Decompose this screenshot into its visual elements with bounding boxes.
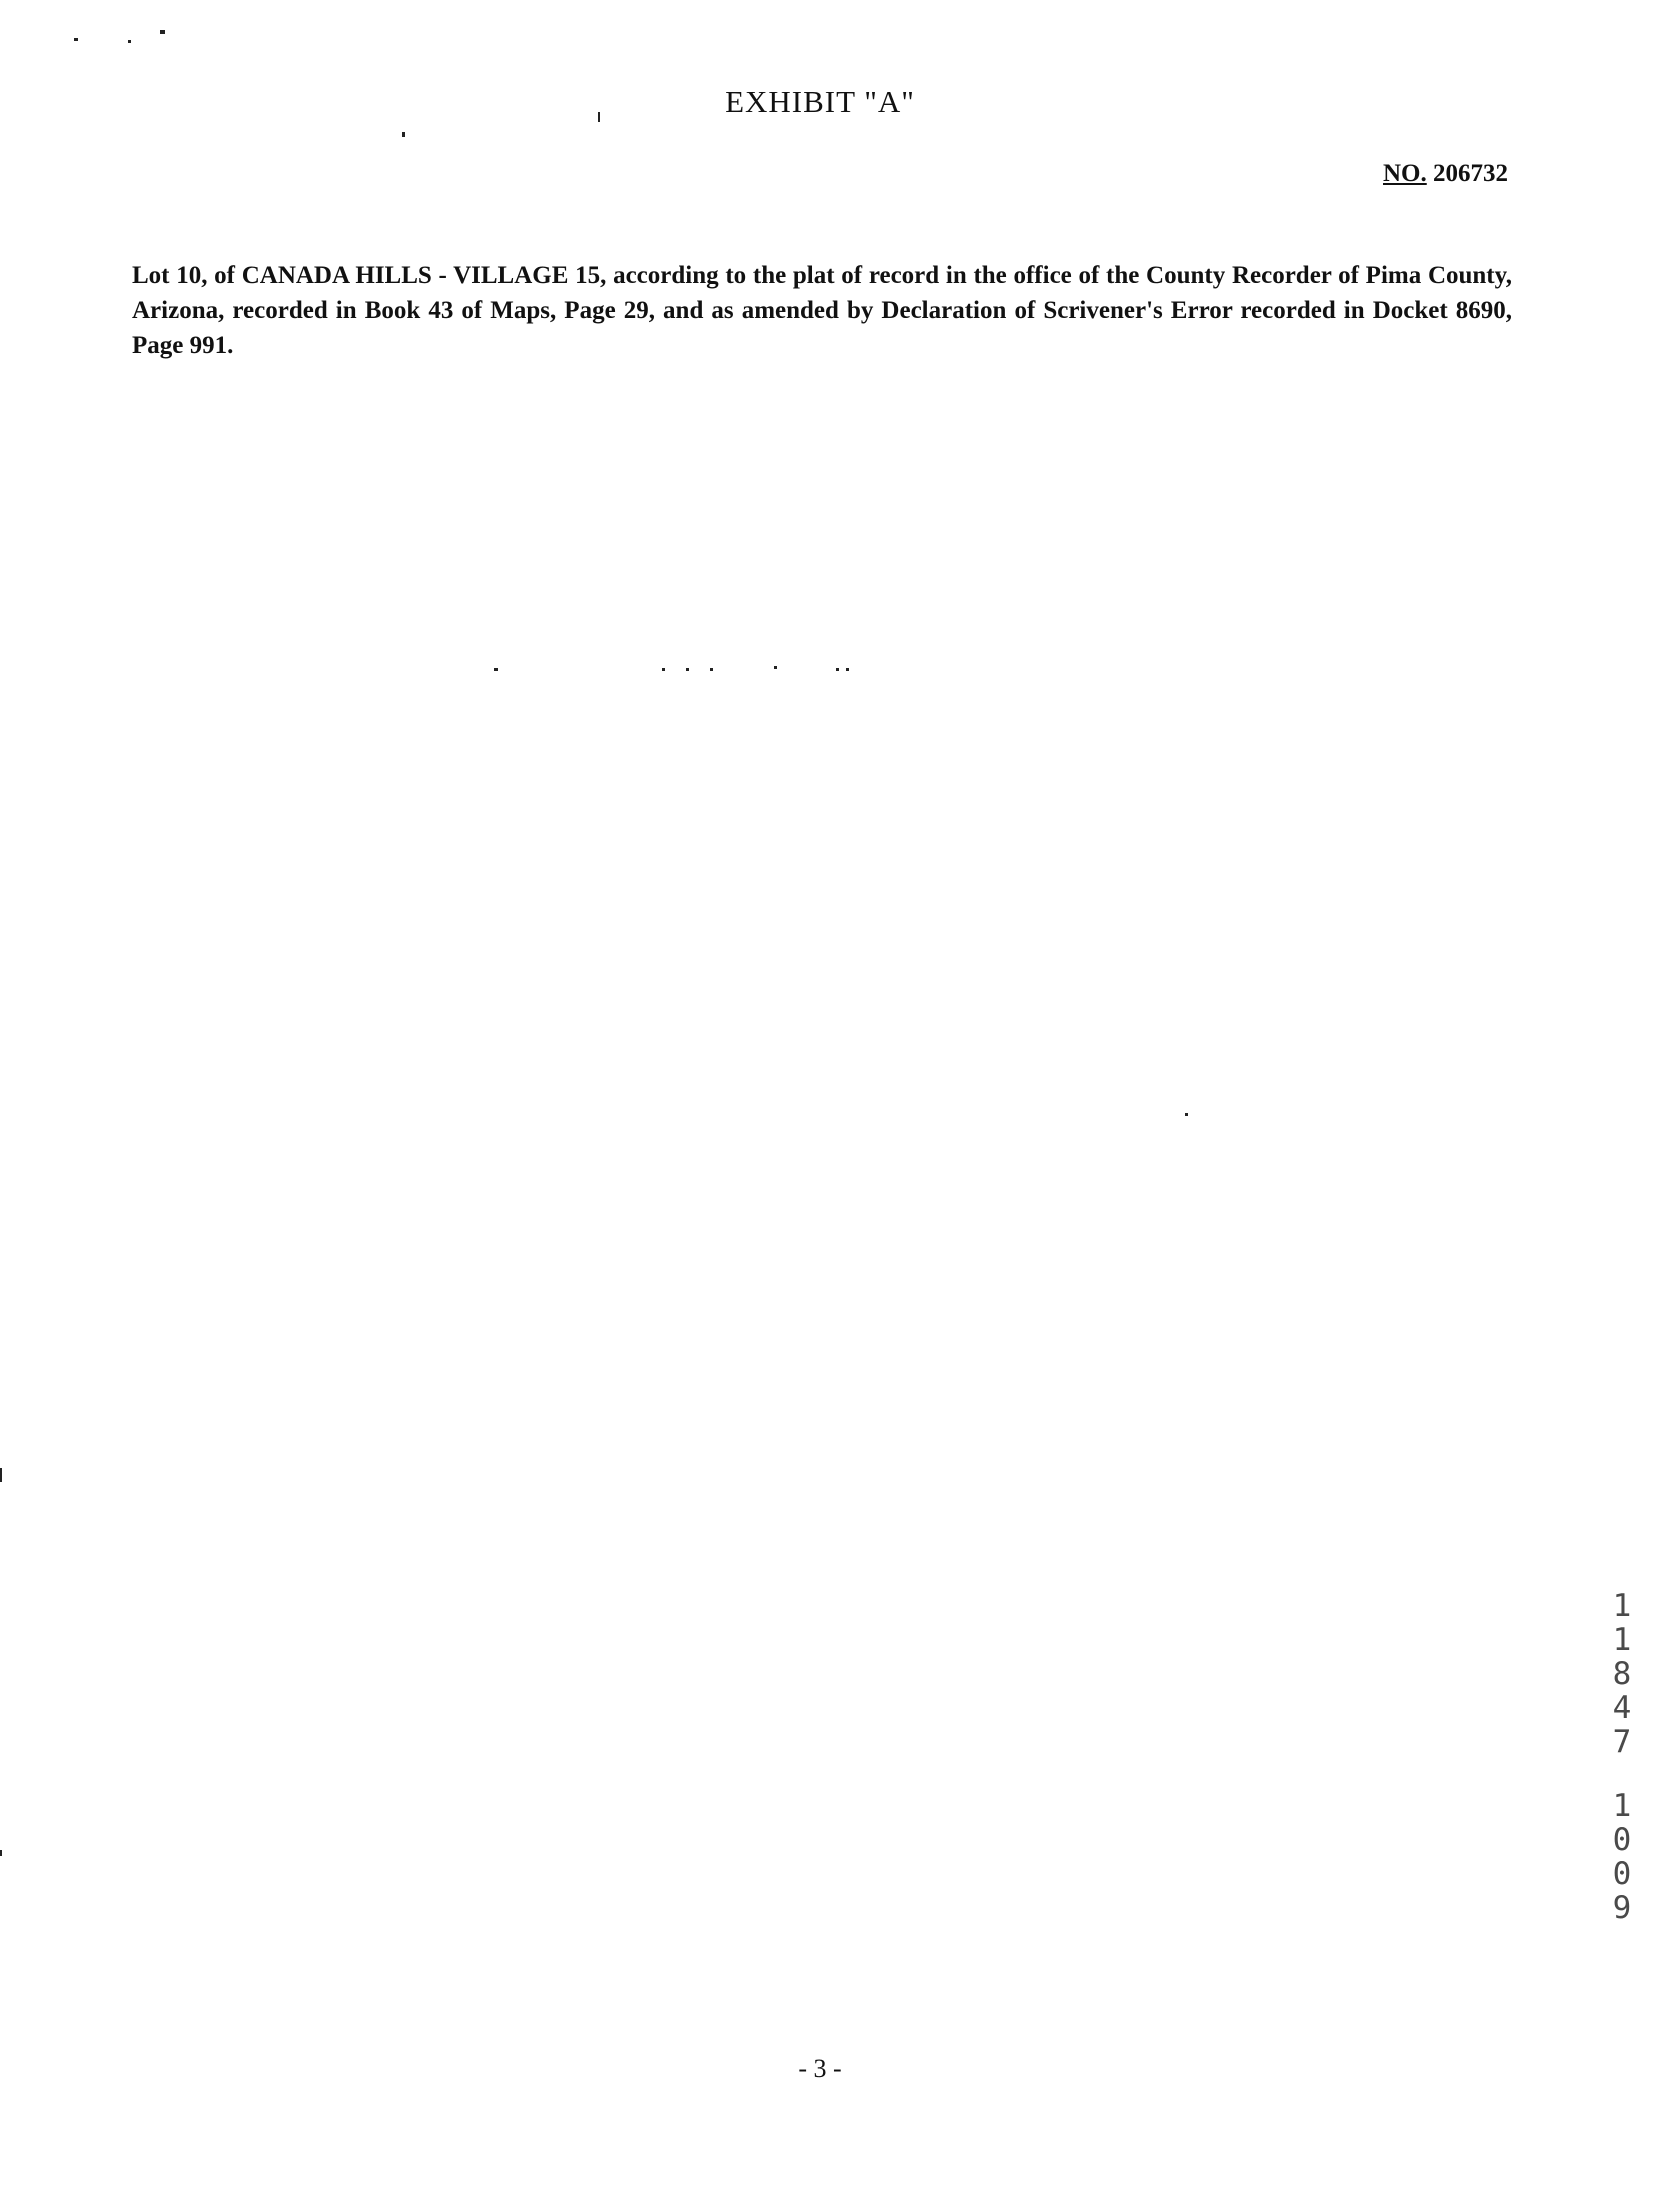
scan-speck (662, 668, 665, 671)
scan-speck (0, 1468, 2, 1482)
stamp-digit: 0 (1612, 1822, 1632, 1858)
scan-speck (836, 668, 839, 671)
scan-speck (1185, 1113, 1188, 1116)
stamp-digit: 4 (1612, 1690, 1632, 1726)
scan-speck (402, 132, 405, 137)
document-number (1383, 160, 1508, 188)
legal-description: Lot 10, of CANADA HILLS - VILLAGE 15, according to the plat of record in the office of the County Recorder of Pima County, Arizona, recorded in Book 43 of Maps, Page 29, and as amended by Declaration of Scrivener's Error recorded in Docket 8690, Page 991. (132, 262, 1512, 359)
document-number-value: 206732 (1433, 160, 1508, 187)
stamp-digit: 1 (1612, 1622, 1632, 1658)
page-number: - 3 - (798, 2054, 842, 2083)
stamp-digit: 0 (1612, 1856, 1632, 1892)
stamp-digit: 1 (1612, 1788, 1632, 1824)
stamp-digit: 1 (1612, 1588, 1632, 1624)
scan-speck (128, 40, 131, 43)
document-number-label: NO. (1383, 160, 1427, 187)
scan-speck (160, 30, 165, 34)
scan-speck (710, 668, 713, 671)
stamp-digit: 8 (1612, 1656, 1632, 1692)
scan-speck (846, 668, 849, 671)
scan-speck (774, 666, 777, 669)
stamp-digit: 9 (1612, 1890, 1632, 1926)
scan-speck (0, 1850, 2, 1856)
scan-speck (74, 38, 78, 41)
scan-speck (494, 668, 498, 671)
exhibit-title: EXHIBIT "A" (725, 84, 915, 119)
scan-speck (686, 668, 689, 671)
stamp-digit: 7 (1612, 1724, 1632, 1760)
